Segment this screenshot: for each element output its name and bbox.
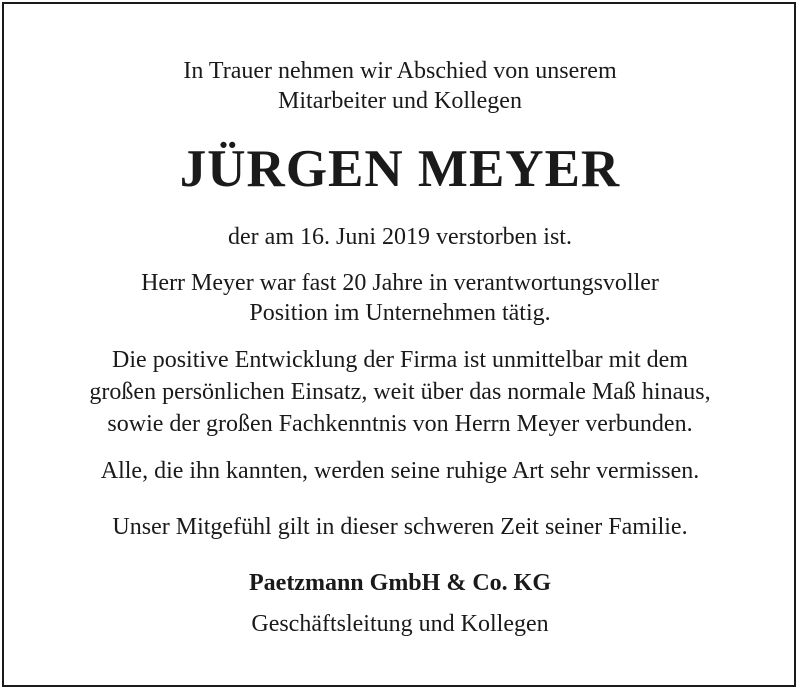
tribute-line-1: Die positive Entwicklung der Firma ist unmittelbar mit dem — [112, 347, 688, 373]
tenure-line-1: Herr Meyer war fast 20 Jahre in verantwortungsvoller — [141, 270, 659, 296]
intro-line-2: Mitarbeiter und Kollegen — [278, 88, 522, 114]
tenure-line-2: Position im Unternehmen tätig. — [249, 300, 551, 326]
company-name: Paetzmann GmbH & Co. KG — [249, 570, 551, 596]
death-statement: der am 16. Juni 2019 verstorben ist. — [228, 224, 572, 250]
missed-statement: Alle, die ihn kannten, werden seine ruhige Art sehr vermissen. — [100, 458, 700, 484]
tribute-line-2: großen persönlichen Einsatz, weit über das normale Maß hinaus, — [89, 379, 711, 405]
sympathy-statement: Unser Mitgefühl gilt in dieser schweren Zeit seiner Familie. — [112, 514, 688, 540]
intro-line-1: In Trauer nehmen wir Abschied von unserem — [183, 58, 617, 84]
deceased-name: JÜRGEN MEYER — [179, 140, 621, 198]
tribute-line-3: sowie der großen Fachkenntnis von Herrn Meyer verbunden. — [107, 411, 693, 437]
signers: Geschäftsleitung und Kollegen — [251, 611, 549, 637]
